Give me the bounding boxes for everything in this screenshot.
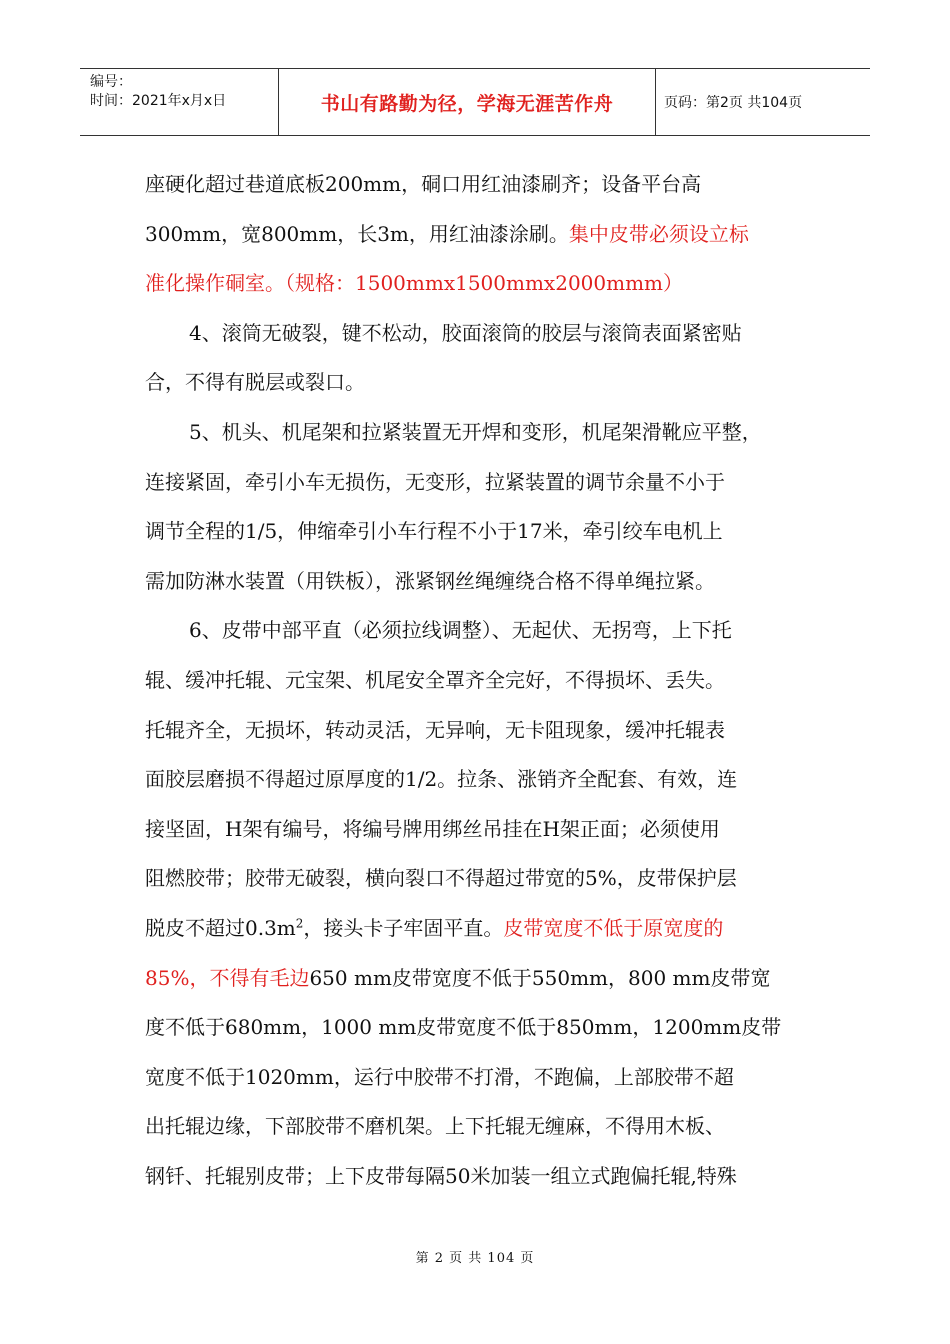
text-run: 辊、缓冲托辊、元宝架、机尾安全罩齐全完好，不得损坏、丢失。 bbox=[145, 667, 725, 692]
text-run: 调节全程的1/5，伸缩牵引小车行程不小于17米，牵引绞车电机上 bbox=[145, 519, 723, 544]
text-run: 合，不得有脱层或裂口。 bbox=[145, 370, 365, 395]
header-page-info: 页码：第2页 共104页 bbox=[664, 95, 803, 111]
header-motto: 书山有路勤为径，学海无涯苦作舟 bbox=[278, 69, 656, 135]
text-line bbox=[145, 954, 810, 1004]
text-line bbox=[145, 805, 810, 855]
text-line bbox=[145, 309, 810, 359]
paragraph bbox=[145, 309, 810, 408]
text-line bbox=[145, 408, 810, 458]
text-line bbox=[145, 755, 810, 805]
superscript: 2 bbox=[295, 916, 304, 931]
text-run: 300mm，宽800mm，长3m，用红油漆涂刷。 bbox=[145, 221, 569, 246]
text-run: 6、皮带中部平直（必须拉线调整）、无起伏、无拐弯，上下托 bbox=[189, 618, 732, 643]
highlighted-text: 准化操作硐室。（规格：1500mmx1500mmx2000mmm） bbox=[145, 271, 684, 296]
header-meta bbox=[80, 69, 278, 135]
text-line bbox=[145, 656, 810, 706]
paragraph bbox=[145, 606, 810, 1201]
text-run: 座硬化超过巷道底板200mm，硐口用红油漆刷齐；设备平台高 bbox=[145, 172, 702, 196]
text-run: 出托辊边缘，下部胶带不磨机架。上下托辊无缠麻，不得用木板、 bbox=[145, 1114, 725, 1139]
highlighted-text: 85%，不得有毛边 bbox=[145, 965, 310, 990]
paragraph bbox=[145, 160, 810, 309]
text-line bbox=[145, 507, 810, 557]
text-run: 连接紧固，牵引小车无损伤，无变形，拉紧装置的调节余量不小于 bbox=[145, 469, 725, 494]
text-run: 阻燃胶带；胶带无破裂，横向裂口不得超过带宽的5%，皮带保护层 bbox=[145, 866, 737, 891]
document-body bbox=[145, 160, 810, 1201]
text-line bbox=[145, 706, 810, 756]
text-line bbox=[145, 259, 810, 309]
text-line bbox=[145, 1152, 810, 1202]
text-run: 钢钎、托辊别皮带；上下皮带每隔50米加装一组立式跑偏托辊,特殊 bbox=[145, 1163, 737, 1188]
text-line bbox=[145, 854, 810, 904]
highlighted-text: 集中皮带必须设立标 bbox=[568, 221, 749, 246]
number-label: 编号： bbox=[90, 74, 132, 90]
text-line bbox=[145, 1003, 810, 1053]
text-line bbox=[145, 210, 810, 260]
page-footer: 第 2 页 共 104 页 bbox=[415, 1251, 535, 1266]
text-line bbox=[145, 1053, 810, 1103]
highlighted-text: 皮带宽度不低于原宽度的 bbox=[503, 915, 724, 940]
text-line bbox=[145, 904, 810, 954]
text-run: 面胶层磨损不得超过原厚度的1/2。拉条、涨销齐全配套、有效，连 bbox=[145, 767, 738, 792]
text-line bbox=[145, 557, 810, 607]
text-line bbox=[145, 160, 810, 210]
text-run: 托辊齐全，无损坏，转动灵活，无异响，无卡阻现象，缓冲托辊表 bbox=[145, 717, 725, 742]
text-line bbox=[145, 458, 810, 508]
text-line bbox=[145, 1102, 810, 1152]
page-header bbox=[80, 68, 870, 136]
text-run: 宽度不低于1020mm，运行中胶带不打滑，不跑偏，上部胶带不超 bbox=[145, 1064, 734, 1089]
text-run: 接坚固，H架有编号，将编号牌用绑丝吊挂在H架正面；必须使用 bbox=[145, 816, 720, 841]
text-run: ，接头卡子牢固平直。 bbox=[303, 915, 504, 940]
text-run: 4、滚筒无破裂，键不松动，胶面滚筒的胶层与滚筒表面紧密贴 bbox=[189, 320, 742, 345]
paragraph bbox=[145, 408, 810, 606]
text-run: 650 mm皮带宽度不低于550mm，800 mm皮带宽 bbox=[309, 965, 771, 990]
text-run: 度不低于680mm，1000 mm皮带宽度不低于850mm，1200mm皮带 bbox=[145, 1015, 782, 1040]
text-line bbox=[145, 358, 810, 408]
text-run: 5、机头、机尾架和拉紧装置无开焊和变形，机尾架滑靴应平整， bbox=[189, 419, 762, 444]
text-run: 需加防淋水装置（用铁板），涨紧钢丝绳缠绕合格不得单绳拉紧。 bbox=[145, 568, 715, 593]
time-label: 时间：2021年x月x日 bbox=[90, 93, 227, 109]
text-line bbox=[145, 606, 810, 656]
text-run: 脱皮不超过0.3m bbox=[145, 915, 296, 940]
